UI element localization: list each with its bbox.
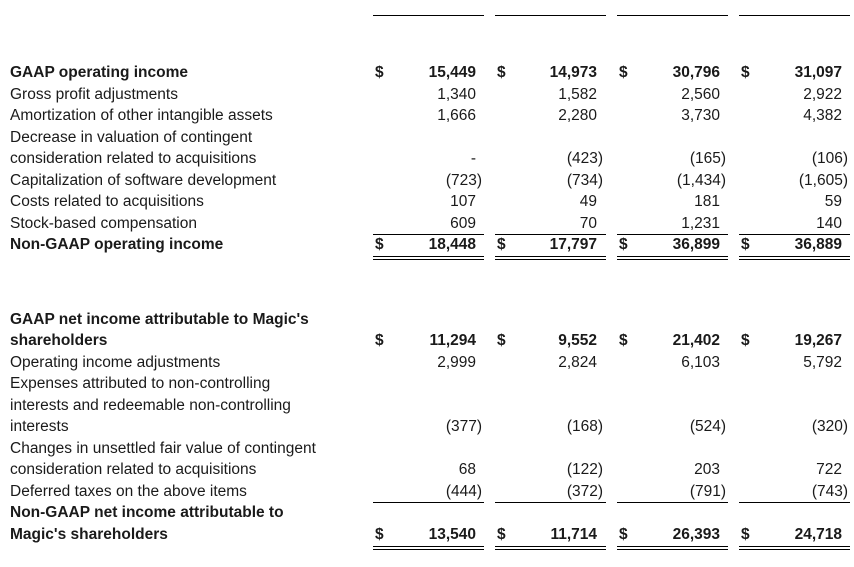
cell-value: 3,730: [681, 107, 720, 124]
total-rule: [617, 502, 728, 503]
currency-symbol: $: [497, 525, 506, 543]
cell-value: 2,922: [803, 85, 842, 103]
row-label: [10, 438, 370, 481]
row-label: [10, 191, 370, 213]
total-rule: [495, 549, 606, 550]
row-label: [10, 373, 370, 438]
row-label-line: Non-GAAP operating income: [10, 236, 224, 253]
cell-value: 11,714: [550, 525, 597, 543]
cell-value: 5,792: [803, 353, 842, 371]
cell-value: 17,797: [549, 236, 597, 253]
total-rule: [739, 502, 850, 503]
cell-value: (423): [566, 150, 603, 167]
cell-value: 2,280: [558, 107, 597, 124]
currency-symbol: $: [375, 236, 384, 253]
total-rule: [739, 549, 850, 550]
cell-value: 2,824: [558, 353, 597, 371]
cell-value: 36,899: [672, 236, 720, 253]
row-label: [10, 481, 370, 503]
cell-value: (1,434): [676, 171, 726, 189]
cell-value: (168): [566, 418, 603, 435]
row-label-line: GAAP net income attributable to Magic's: [10, 310, 309, 328]
cell-value: 59: [824, 193, 842, 210]
cell-value: (122): [566, 461, 603, 478]
row-label-line: Stock-based compensation: [10, 214, 197, 232]
column-header-rule: [739, 15, 850, 16]
currency-symbol: $: [375, 64, 384, 81]
row-label: [10, 352, 370, 374]
total-rule: [373, 549, 484, 550]
row-label: [10, 127, 370, 170]
row-label-line: Changes in unsettled fair value of contingent: [10, 439, 316, 457]
cell-value: 2,560: [681, 85, 720, 103]
cell-value: 4,382: [803, 107, 842, 124]
row-label-line: Magic's shareholders: [10, 525, 168, 543]
cell-value: (320): [811, 418, 848, 435]
total-rule: [495, 256, 606, 257]
row-label-line: interests and redeemable non-controlling: [10, 396, 291, 414]
cell-value: 1,666: [437, 107, 476, 124]
cell-value: (165): [689, 150, 726, 167]
row-label: [10, 84, 370, 106]
cell-value: (106): [811, 150, 848, 167]
currency-symbol: $: [497, 236, 506, 253]
cell-value: 609: [450, 214, 476, 232]
cell-value: 107: [450, 193, 476, 210]
cell-value: 36,889: [794, 236, 842, 253]
cell-value: 140: [816, 214, 842, 232]
row-label-line: consideration related to acquisitions: [10, 461, 257, 478]
total-rule: [495, 546, 606, 547]
currency-symbol: $: [741, 525, 750, 543]
total-rule: [373, 259, 484, 260]
total-rule: [617, 549, 728, 550]
row-label-line: interests: [10, 418, 69, 435]
cell-value: (1,605): [798, 171, 848, 189]
cell-value: 2,999: [437, 353, 476, 371]
currency-symbol: $: [741, 236, 750, 253]
row-label: [10, 62, 370, 84]
row-label-line: Expenses attributed to non-controlling: [10, 375, 271, 392]
row-label-line: Decrease in valuation of contingent: [10, 128, 253, 146]
row-label: [10, 170, 370, 192]
cell-value: 30,796: [672, 64, 720, 81]
cell-value: 70: [579, 214, 597, 232]
cell-value: -: [470, 150, 476, 167]
cell-value: 49: [579, 193, 597, 210]
currency-symbol: $: [375, 332, 384, 349]
cell-value: (723): [445, 171, 482, 189]
total-rule: [739, 546, 850, 547]
currency-symbol: $: [619, 332, 628, 349]
cell-value: 24,718: [794, 525, 842, 543]
total-rule: [739, 256, 850, 257]
cell-value: 31,097: [794, 64, 842, 81]
total-rule: [373, 502, 484, 503]
cell-value: (743): [811, 482, 848, 500]
cell-value: 1,231: [681, 214, 720, 232]
currency-symbol: $: [619, 64, 628, 81]
cell-value: (444): [445, 482, 482, 500]
row-label-line: Operating income adjustments: [10, 353, 221, 371]
row-label: [10, 213, 370, 235]
total-rule: [617, 259, 728, 260]
cell-value: 6,103: [681, 353, 720, 371]
row-label-line: Costs related to acquisitions: [10, 193, 204, 210]
cell-value: (734): [566, 171, 603, 189]
cell-value: 19,267: [794, 332, 842, 349]
column-header-rule: [373, 15, 484, 16]
cell-value: 9,552: [558, 332, 597, 349]
column-header-rule: [617, 15, 728, 16]
cell-value: 14,973: [549, 64, 597, 81]
row-label-line: GAAP operating income: [10, 64, 188, 81]
row-label-line: Deferred taxes on the above items: [10, 482, 247, 500]
cell-value: 1,582: [558, 85, 597, 103]
cell-value: 181: [694, 193, 720, 210]
cell-value: 203: [694, 461, 720, 478]
total-rule: [373, 546, 484, 547]
cell-value: 13,540: [428, 525, 476, 543]
row-label-line: Gross profit adjustments: [10, 85, 178, 103]
cell-value: 1,340: [437, 85, 476, 103]
cell-value: 21,402: [672, 332, 720, 349]
row-label-line: Non-GAAP net income attributable to: [10, 504, 284, 521]
row-label-line: Capitalization of software development: [10, 171, 277, 189]
total-rule: [373, 256, 484, 257]
cell-value: 15,449: [428, 64, 476, 81]
total-rule: [617, 256, 728, 257]
currency-symbol: $: [741, 64, 750, 81]
cell-value: (524): [689, 418, 726, 435]
cell-value: 18,448: [428, 236, 476, 253]
currency-symbol: $: [619, 236, 628, 253]
cell-value: 11,294: [429, 332, 476, 349]
cell-value: (372): [566, 482, 603, 500]
total-rule: [495, 502, 606, 503]
total-rule: [495, 259, 606, 260]
column-header-rule: [495, 15, 606, 16]
currency-symbol: $: [497, 332, 506, 349]
total-rule: [617, 546, 728, 547]
cell-value: 722: [816, 461, 842, 478]
row-label: [10, 105, 370, 127]
cell-value: (791): [689, 482, 726, 500]
row-label: [10, 234, 370, 256]
row-label: [10, 502, 370, 545]
cell-value: 26,393: [672, 525, 720, 543]
row-label-line: Amortization of other intangible assets: [10, 107, 273, 124]
currency-symbol: $: [375, 525, 384, 543]
cell-value: (377): [445, 418, 482, 435]
cell-value: 68: [458, 461, 476, 478]
currency-symbol: $: [497, 64, 506, 81]
row-label: [10, 309, 370, 352]
currency-symbol: $: [741, 332, 750, 349]
row-label-line: shareholders: [10, 332, 108, 349]
row-label-line: consideration related to acquisitions: [10, 150, 257, 167]
currency-symbol: $: [619, 525, 628, 543]
total-rule: [739, 259, 850, 260]
